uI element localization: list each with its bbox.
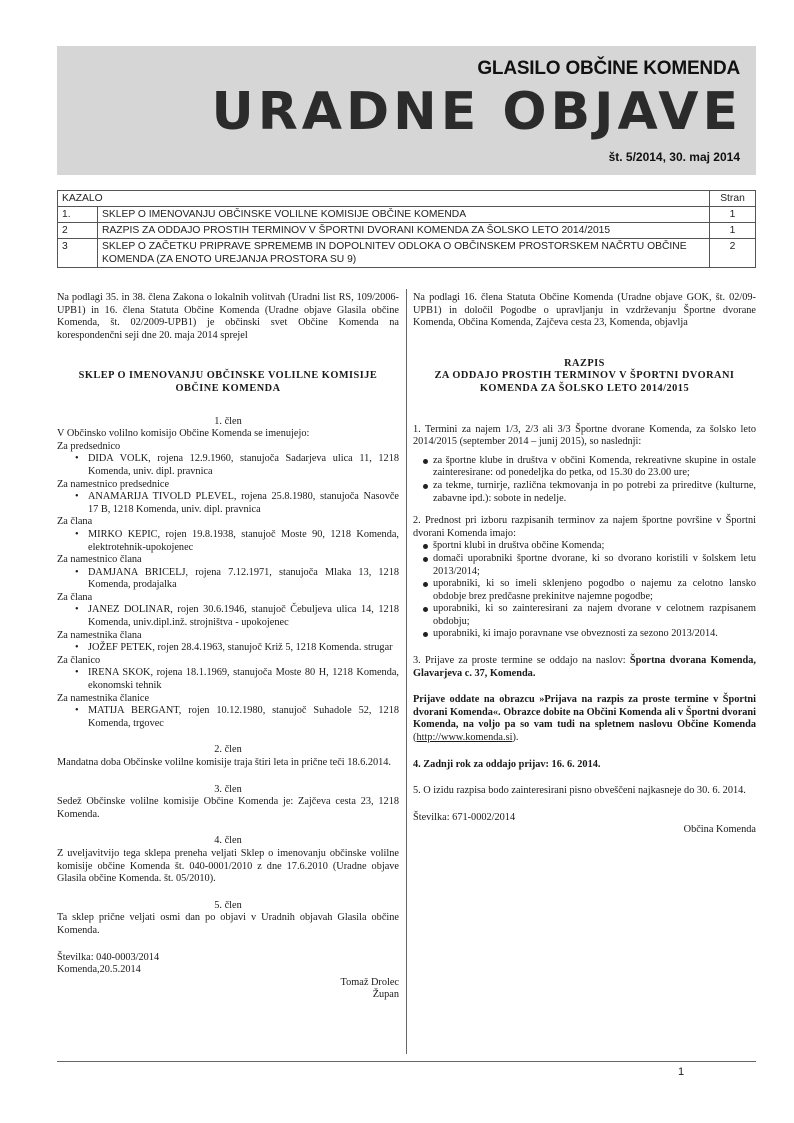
member-details: DAMJANA BRICELJ, rojena 7.12.1971, stanujoča Mlaka 13, 1218 Komenda, prodajalka xyxy=(88,566,399,591)
footer-rule xyxy=(57,1061,756,1062)
member-role: Za predsednico xyxy=(57,440,121,452)
tender-point-2: 2. Prednost pri izboru razpisanih terminov za najem športne površine v Športni dvorani Komenda imajo: xyxy=(413,515,756,539)
tender-title xyxy=(413,358,756,396)
tender-title-line: KOMENDA ZA ŠOLSKO LETO 2014/2015 xyxy=(479,382,690,394)
page-number: 1 xyxy=(678,1066,685,1078)
member-role: Za namestnico člana xyxy=(57,554,142,566)
bullet-icon xyxy=(423,459,428,464)
toc-row-number: 3 xyxy=(58,239,98,268)
tender-preamble: Na podlagi 16. člena Statuta Občine Komenda (Uradne objave GOK, št. 02/09-UPB1) in določil Pogodbe o upravljanju in vzdrževanju Športne dvorane Komenda, Občina Komenda, Zajčeva cesta 23, Komenda, objavlja xyxy=(413,292,756,329)
masthead xyxy=(57,46,756,175)
bullet-icon xyxy=(423,484,428,489)
article-2-text: Mandatna doba Občinske volilne komisije traja štiri leta in prične teči 18.6.2014. xyxy=(57,757,391,768)
list-item: uporabniki, ki so imeli sklenjeno pogodbo o najemu za celotno lansko obdobje brez predčasne prekinitve najemne pogodbe; xyxy=(413,578,756,603)
tender-point-3: 3. Prijave za proste termine se oddajo na naslov: Športna dvorana Komenda, Glavarjeva c. 37, Komenda. xyxy=(413,655,756,679)
member-details: IRENA SKOK, rojena 18.1.1969, stanujoča Moste 80 H, 1218 Komenda, ekonomski tehnik xyxy=(88,667,399,692)
toc-row-title: SKLEP O IMENOVANJU OBČINSKE VOLILNE KOMISIJE OBČINE KOMENDA xyxy=(98,207,710,223)
list-item xyxy=(57,592,399,630)
member-role: Za članico xyxy=(57,654,101,666)
publication-name: GLASILO OBČINE KOMENDA xyxy=(477,58,740,79)
bullet-icon: • xyxy=(75,604,79,616)
article-3-text: Sedež Občinske volilne komisije Občine Komenda je: Zajčeva cesta 23, 1218 Komenda. xyxy=(57,796,399,820)
tender-application-info: Prijave oddate na obrazcu »Prijava na razpis za proste termine v Športni dvorani Komenda«. Obrazce dobite na Občini Komenda ali v Športni dvorani Komenda, na voljo pa so vam tudi na spletnem naslovu Občine Komenda (http://www.komenda.si). xyxy=(413,694,756,744)
tender-point-2-list xyxy=(413,540,756,641)
signer-name: Tomaž Drolec xyxy=(340,976,399,988)
toc-row-page: 2 xyxy=(710,239,756,268)
member-details: JANEZ DOLINAR, rojen 30.6.1946, stanujoč Čebuljeva ulica 14, 1218 Komenda, univ.dipl.inž. strojništva - upokojenec xyxy=(88,604,399,629)
toc-row-page: 1 xyxy=(710,223,756,239)
toc-row-number: 2 xyxy=(58,223,98,239)
list-item: za tekme, turnirje, različna tekmovanja in po potrebi za prireditve (kulturne, zabavne ipd.): sobote in nedelje. xyxy=(413,480,756,505)
bullet-icon xyxy=(423,582,428,587)
article-heading: 5. člen xyxy=(214,899,242,911)
decision-title: SKLEP O IMENOVANJU OBČINSKE VOLILNE KOMISIJE OBČINE KOMENDA xyxy=(78,370,378,394)
article-heading: 3. člen xyxy=(214,783,242,795)
article-1-intro: V Občinsko volilno komisijo Občine Komenda se imenujejo: xyxy=(57,428,310,440)
article-heading: 2. člen xyxy=(214,744,242,756)
toc-page-header: Stran xyxy=(710,191,756,207)
issue-number: št. 5/2014, 30. maj 2014 xyxy=(608,150,740,164)
right-column xyxy=(413,292,756,837)
tender-deadline: 4. Zadnji rok za oddajo prijav: 16. 6. 2014. xyxy=(413,758,601,770)
list-item xyxy=(57,554,399,592)
tender-title-line: ZA ODDAJO PROSTIH TERMINOV V ŠPORTNI DVORANI xyxy=(434,370,735,382)
list-item: domači uporabniki športne dvorane, ki so dvorano koristili v šolskem letu 2013/2014; xyxy=(413,553,756,578)
member-details: DIDA VOLK, rojena 12.9.1960, stanujoča Sadarjeva ulica 11, 1218 Komenda, univ. dipl. pravnica xyxy=(88,453,399,477)
toc-header-row xyxy=(58,191,756,207)
toc-row-title: RAZPIS ZA ODDAJO PROSTIH TERMINOV V ŠPORTNI DVORANI KOMENDA ZA ŠOLSKO LETO 2014/2015 xyxy=(98,223,710,239)
decision-preamble: Na podlagi 35. in 38. člena Zakona o lokalnih volitvah (Uradni list RS, 109/2006-UPB1) in 16. člena Statuta Občine Komenda (Uradne objave Glasila občine Komenda, št. 02/2009-UPB1) je občinski svet Občine Komenda na korespondenčni seji dne 20. maja 2014 sprejel xyxy=(57,292,399,341)
toc-title: KAZALO xyxy=(58,191,710,207)
list-item xyxy=(57,693,399,731)
tender-point-1-list xyxy=(413,455,756,505)
member-details: MATIJA BERGANT, rojen 10.12.1980, stanujoč Suhadole 52, 1218 Komenda, trgovec xyxy=(88,705,399,729)
table-of-contents xyxy=(57,190,756,268)
bullet-icon xyxy=(423,632,428,637)
bullet-icon: • xyxy=(75,705,79,717)
bullet-icon xyxy=(423,544,428,549)
member-role: Za namestnico predsednice xyxy=(57,478,170,490)
list-item xyxy=(57,441,399,479)
website-link[interactable]: http://www.komenda.si xyxy=(416,732,513,744)
list-item: za športne klube in društva v občini Komenda, rekreativne skupine in ostale zainteresirane: od ponedeljka do petka, od 15.30 do 23.00 ure; xyxy=(413,455,756,480)
member-role: Za člana xyxy=(57,516,93,528)
article-5-text: Ta sklep prične veljati osmi dan po objavi v Uradnih objavah Glasila občine Komenda. xyxy=(57,912,399,936)
list-item xyxy=(57,516,399,554)
article-heading: 1. člen xyxy=(214,415,242,427)
bullet-icon: • xyxy=(75,453,79,465)
commission-members xyxy=(57,441,399,731)
left-column xyxy=(57,292,399,1002)
document-number: Številka: 040-0003/2014 xyxy=(57,951,160,963)
bullet-icon: • xyxy=(75,528,79,540)
tender-point-1: 1. Termini za najem 1/3, 2/3 ali 3/3 Športne dvorane Komenda, za šolsko leto 2014/2015 (september 2014 – junij 2015), so naslednji: xyxy=(413,423,756,448)
list-item: uporabniki, ki imajo poravnane vse obveznosti za sezono 2013/2014. xyxy=(413,628,756,641)
toc-row xyxy=(58,207,756,223)
toc-row-page: 1 xyxy=(710,207,756,223)
bullet-icon xyxy=(423,557,428,562)
list-item xyxy=(57,479,399,517)
document-number: Številka: 671-0002/2014 xyxy=(413,811,516,823)
member-role: Za člana xyxy=(57,591,93,603)
publication-title: URADNE OBJAVE xyxy=(211,82,742,142)
bullet-icon xyxy=(423,607,428,612)
article-4-text: Z uveljavitvijo tega sklepa preneha veljati Sklep o imenovanju občinske volilne komisije občine Komenda št. 040-0001/2010 z dne 17.6.2010 (Uradne objave Glasila občine Komenda. št. 05/2010). xyxy=(57,847,399,885)
toc-row-title: SKLEP O ZAČETKU PRIPRAVE SPREMEMB IN DOPOLNITEV ODLOKA O OBČINSKEM PROSTORSKEM NAČRTU OBČINE KOMENDA (ZA ENOTO UREJANJA PROSTORA SU 9) xyxy=(98,239,710,268)
list-item xyxy=(57,655,399,693)
bullet-icon: • xyxy=(75,642,79,654)
member-role: Za namestnika članice xyxy=(57,692,150,704)
article-heading: 4. člen xyxy=(214,835,242,847)
bullet-icon: • xyxy=(75,667,79,679)
member-details: MIRKO KEPIC, rojen 19.8.1938, stanujoč Moste 90, 1218 Komenda, elektrotehnik-upokojenec xyxy=(88,528,399,553)
signer-title: Župan xyxy=(372,989,399,1001)
bullet-icon: • xyxy=(75,566,79,578)
toc-row xyxy=(58,239,756,268)
toc-row xyxy=(58,223,756,239)
issuer-signature: Občina Komenda xyxy=(683,824,756,836)
member-details: JOŽEF PETEK, rojen 28.4.1963, stanujoč Križ 5, 1218 Komenda. strugar xyxy=(88,642,393,654)
list-item xyxy=(57,630,399,655)
column-divider xyxy=(406,289,407,1054)
member-role: Za namestnika člana xyxy=(57,629,142,641)
tender-title-line: RAZPIS xyxy=(564,357,605,369)
list-item: športni klubi in društva občine Komenda; xyxy=(413,540,756,553)
place-date: Komenda,20.5.2014 xyxy=(57,964,141,976)
bullet-icon: • xyxy=(75,491,79,503)
list-item: uporabniki, ki so zainteresirani za najem dvorane v celotnem razpisanem obdobju; xyxy=(413,603,756,628)
tender-point-5: 5. O izidu razpisa bodo zainteresirani pisno obveščeni najkasneje do 30. 6. 2014. xyxy=(413,785,746,797)
toc-row-number: 1. xyxy=(58,207,98,223)
member-details: ANAMARIJA TIVOLD PLEVEL, rojena 25.8.1980, stanujoča Nasovče 17 B, 1218 Komenda, univ. dipl. pravnica xyxy=(88,491,399,515)
